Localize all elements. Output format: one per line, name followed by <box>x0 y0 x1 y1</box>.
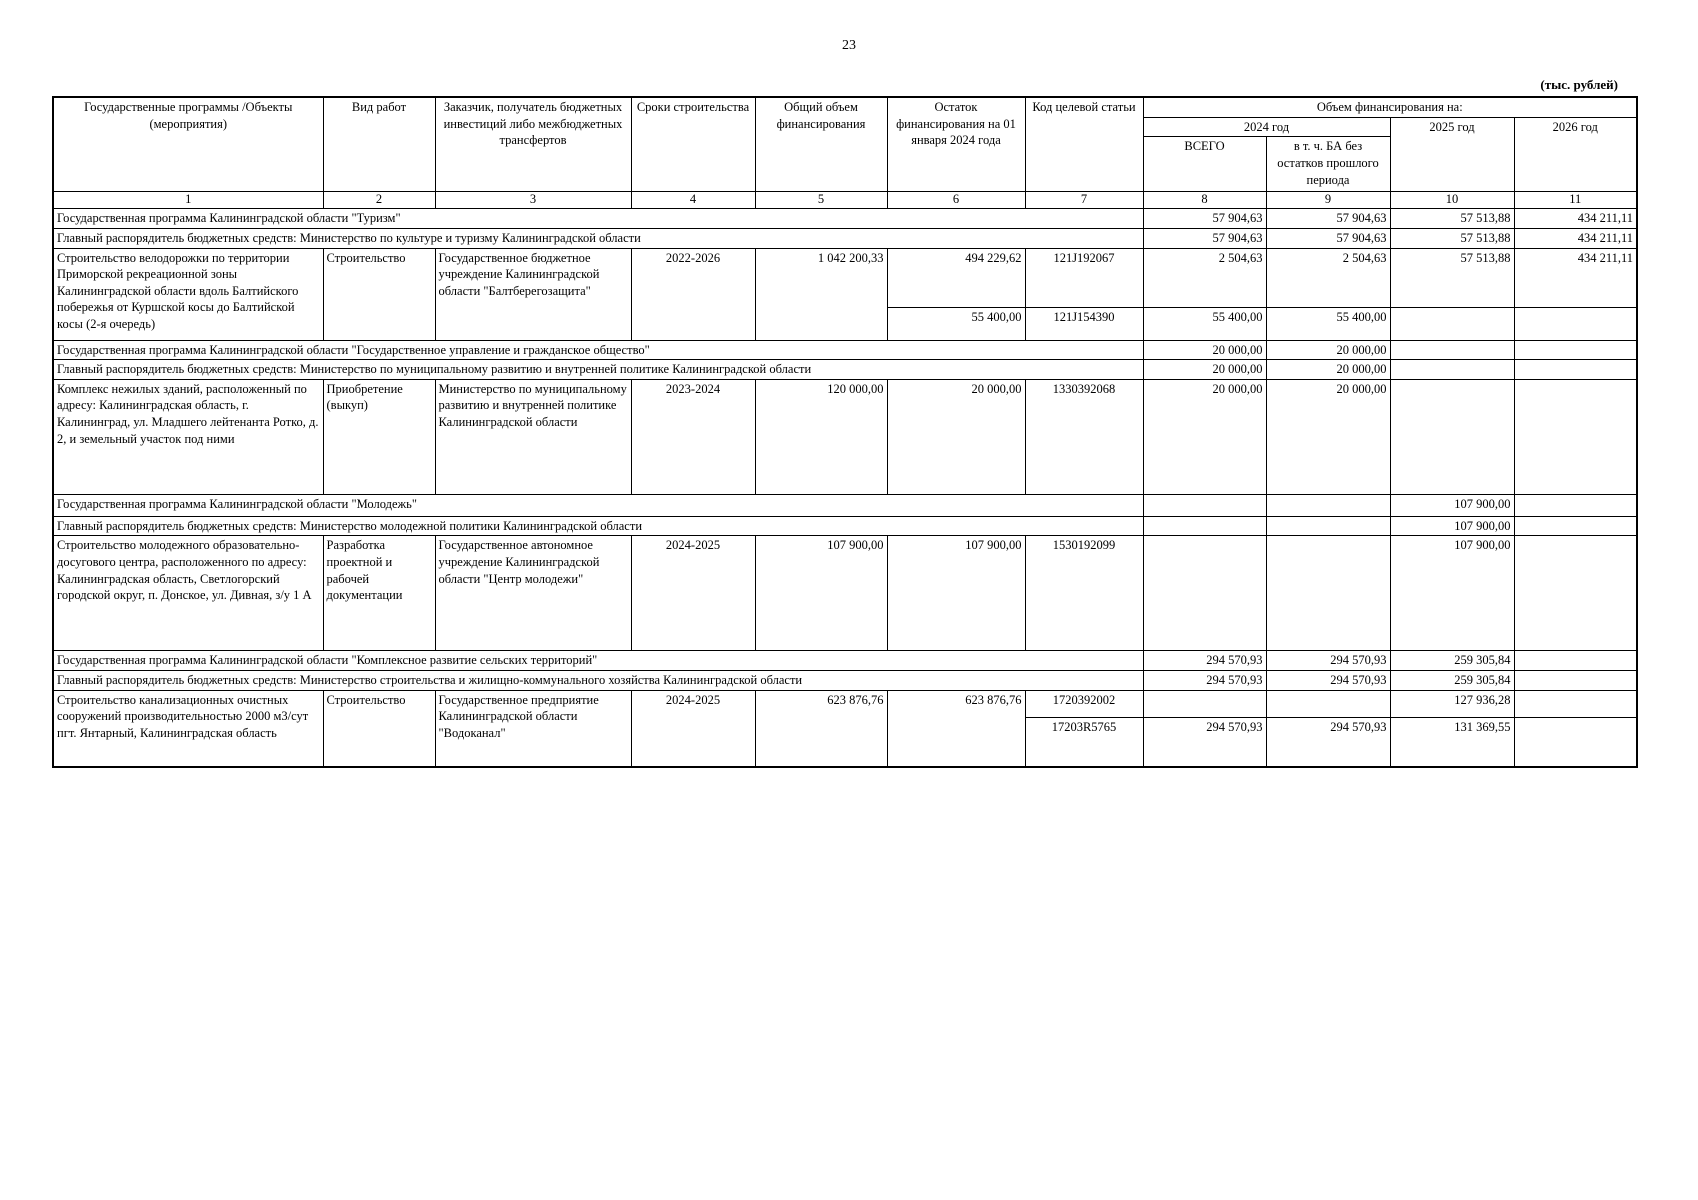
column-number: 1 <box>53 192 323 209</box>
program-2025: 107 900,00 <box>1390 494 1514 516</box>
column-number-row <box>53 192 1637 209</box>
header-2024: 2024 год <box>1143 117 1390 137</box>
object-2025: 57 513,88 <box>1390 248 1514 307</box>
header-incl-ba: в т. ч. БА без остатков прошлого периода <box>1266 137 1390 192</box>
object-2026: 434 211,11 <box>1514 248 1637 307</box>
object-ba-2024: 20 000,00 <box>1266 379 1390 494</box>
object-name: Комплекс нежилых зданий, расположенный по адресу: Калининградская область, г. Калининград, ул. Младшего лейтенанта Ротко, д. 2, и земельный участок под ними <box>53 379 323 494</box>
object-2025 <box>1390 379 1514 494</box>
distributor-2025 <box>1390 360 1514 380</box>
column-number: 8 <box>1143 192 1266 209</box>
object-ba-2024: 2 504,63 <box>1266 248 1390 307</box>
object-terms: 2022-2026 <box>631 248 755 340</box>
object-balance: 20 000,00 <box>887 379 1025 494</box>
header-2026: 2026 год <box>1514 117 1637 192</box>
object-2026 <box>1514 690 1637 717</box>
distributor-title: Главный распорядитель бюджетных средств: Министерство строительства и жилищно-коммунального хозяйства Калининградской области <box>53 671 1143 691</box>
column-number: 9 <box>1266 192 1390 209</box>
object-code: 1720392002 <box>1025 690 1143 717</box>
object-balance: 55 400,00 <box>887 307 1025 340</box>
distributor-row-rural <box>53 671 1637 691</box>
object-total-2024: 55 400,00 <box>1143 307 1266 340</box>
column-number: 4 <box>631 192 755 209</box>
program-2025: 259 305,84 <box>1390 651 1514 671</box>
object-work-type: Разработка проектной и рабочей документации <box>323 536 435 651</box>
program-ba-2024: 20 000,00 <box>1266 340 1390 360</box>
distributor-ba-2024: 57 904,63 <box>1266 228 1390 248</box>
object-2025: 131 369,55 <box>1390 717 1514 767</box>
program-2025: 57 513,88 <box>1390 209 1514 229</box>
object-name: Строительство велодорожки по территории Приморской рекреационной зоны Калининградской области вдоль Балтийского побережья от Куршской косы до Балтийской косы (2-я очередь) <box>53 248 323 340</box>
program-ba-2024: 57 904,63 <box>1266 209 1390 229</box>
object-customer: Государственное бюджетное учреждение Калининградской области "Балтберегозащита" <box>435 248 631 340</box>
distributor-2026 <box>1514 671 1637 691</box>
object-code: 17203R5765 <box>1025 717 1143 767</box>
object-total-2024: 2 504,63 <box>1143 248 1266 307</box>
object-total: 120 000,00 <box>755 379 887 494</box>
object-total-2024 <box>1143 536 1266 651</box>
distributor-2025: 107 900,00 <box>1390 516 1514 536</box>
program-title: Государственная программа Калининградской области "Государственное управление и гражданское общество" <box>53 340 1143 360</box>
object-row-tourism-1 <box>53 248 1637 307</box>
object-total-2024: 294 570,93 <box>1143 717 1266 767</box>
object-balance: 107 900,00 <box>887 536 1025 651</box>
distributor-2026 <box>1514 516 1637 536</box>
header-terms: Сроки строительства <box>631 97 755 192</box>
program-total-2024: 294 570,93 <box>1143 651 1266 671</box>
program-total-2024 <box>1143 494 1266 516</box>
object-2025: 127 936,28 <box>1390 690 1514 717</box>
program-total-2024: 20 000,00 <box>1143 340 1266 360</box>
object-code: 1530192099 <box>1025 536 1143 651</box>
column-number: 2 <box>323 192 435 209</box>
object-ba-2024 <box>1266 536 1390 651</box>
header-work-type: Вид работ <box>323 97 435 192</box>
object-ba-2024: 294 570,93 <box>1266 717 1390 767</box>
object-terms: 2024-2025 <box>631 690 755 767</box>
object-total: 107 900,00 <box>755 536 887 651</box>
distributor-title: Главный распорядитель бюджетных средств: Министерство по муниципальному развитию и внутренней политике Калининградской области <box>53 360 1143 380</box>
program-2026: 434 211,11 <box>1514 209 1637 229</box>
distributor-2026 <box>1514 360 1637 380</box>
object-name: Строительство канализационных очистных сооружений производительностью 2000 м3/сут пгт. Янтарный, Калининградская область <box>53 690 323 767</box>
distributor-row-governance <box>53 360 1637 380</box>
page-number: 23 <box>842 38 856 53</box>
column-number: 10 <box>1390 192 1514 209</box>
distributor-total-2024: 294 570,93 <box>1143 671 1266 691</box>
object-2026 <box>1514 379 1637 494</box>
object-balance: 494 229,62 <box>887 248 1025 307</box>
object-balance: 623 876,76 <box>887 690 1025 767</box>
program-row-youth <box>53 494 1637 516</box>
header-code: Код целевой статьи <box>1025 97 1143 192</box>
object-total: 623 876,76 <box>755 690 887 767</box>
object-code: 121J154390 <box>1025 307 1143 340</box>
object-customer: Государственное предприятие Калининградской области "Водоканал" <box>435 690 631 767</box>
column-number: 6 <box>887 192 1025 209</box>
header-total-all: ВСЕГО <box>1143 137 1266 192</box>
object-2025: 107 900,00 <box>1390 536 1514 651</box>
distributor-row-tourism <box>53 228 1637 248</box>
program-2026 <box>1514 494 1637 516</box>
object-total: 1 042 200,33 <box>755 248 887 340</box>
distributor-ba-2024 <box>1266 516 1390 536</box>
object-ba-2024: 55 400,00 <box>1266 307 1390 340</box>
distributor-ba-2024: 294 570,93 <box>1266 671 1390 691</box>
distributor-title: Главный распорядитель бюджетных средств: Министерство по культуре и туризму Калининградской области <box>53 228 1143 248</box>
financing-table <box>52 96 1638 768</box>
program-title: Государственная программа Калининградской области "Туризм" <box>53 209 1143 229</box>
object-terms: 2024-2025 <box>631 536 755 651</box>
object-customer: Государственное автономное учреждение Калининградской области "Центр молодежи" <box>435 536 631 651</box>
distributor-2025: 259 305,84 <box>1390 671 1514 691</box>
program-2025 <box>1390 340 1514 360</box>
header-customer: Заказчик, получатель бюджетных инвестиций либо межбюджетных трансфертов <box>435 97 631 192</box>
program-2026 <box>1514 340 1637 360</box>
program-title: Государственная программа Калининградской области "Молодежь" <box>53 494 1143 516</box>
object-work-type: Строительство <box>323 690 435 767</box>
object-code: 1330392068 <box>1025 379 1143 494</box>
header-2025: 2025 год <box>1390 117 1514 192</box>
distributor-2026: 434 211,11 <box>1514 228 1637 248</box>
header-funding: Объем финансирования на: <box>1143 97 1637 117</box>
distributor-total-2024 <box>1143 516 1266 536</box>
object-code: 121J192067 <box>1025 248 1143 307</box>
object-total-2024: 20 000,00 <box>1143 379 1266 494</box>
object-work-type: Приобретение (выкуп) <box>323 379 435 494</box>
object-2026 <box>1514 717 1637 767</box>
distributor-row-youth <box>53 516 1637 536</box>
column-number: 7 <box>1025 192 1143 209</box>
distributor-total-2024: 57 904,63 <box>1143 228 1266 248</box>
header-row-1 <box>53 97 1637 117</box>
object-2026 <box>1514 307 1637 340</box>
program-ba-2024 <box>1266 494 1390 516</box>
distributor-ba-2024: 20 000,00 <box>1266 360 1390 380</box>
object-row-governance <box>53 379 1637 494</box>
column-number: 11 <box>1514 192 1637 209</box>
column-number: 3 <box>435 192 631 209</box>
program-title: Государственная программа Калининградской области "Комплексное развитие сельских территорий" <box>53 651 1143 671</box>
object-2025 <box>1390 307 1514 340</box>
program-ba-2024: 294 570,93 <box>1266 651 1390 671</box>
units-note: (тыс. рублей) <box>1540 77 1618 92</box>
distributor-2025: 57 513,88 <box>1390 228 1514 248</box>
object-row-rural-1 <box>53 690 1637 717</box>
object-work-type: Строительство <box>323 248 435 340</box>
object-customer: Министерство по муниципальному развитию и внутренней политике Калининградской области <box>435 379 631 494</box>
program-row-tourism <box>53 209 1637 229</box>
header-programs: Государственные программы /Объекты (мероприятия) <box>53 97 323 192</box>
program-row-rural <box>53 651 1637 671</box>
object-name: Строительство молодежного образовательно-досугового центра, расположенного по адресу: Калининградская область, Светлогорский городской округ, п. Донское, ул. Дивная, з/у 1 А <box>53 536 323 651</box>
program-row-governance <box>53 340 1637 360</box>
distributor-total-2024: 20 000,00 <box>1143 360 1266 380</box>
distributor-title: Главный распорядитель бюджетных средств: Министерство молодежной политики Калининградской области <box>53 516 1143 536</box>
object-row-youth <box>53 536 1637 651</box>
header-balance: Остаток финансирования на 01 января 2024 года <box>887 97 1025 192</box>
header-total: Общий объем финансирования <box>755 97 887 192</box>
program-total-2024: 57 904,63 <box>1143 209 1266 229</box>
object-ba-2024 <box>1266 690 1390 717</box>
object-total-2024 <box>1143 690 1266 717</box>
program-2026 <box>1514 651 1637 671</box>
column-number: 5 <box>755 192 887 209</box>
object-2026 <box>1514 536 1637 651</box>
object-terms: 2023-2024 <box>631 379 755 494</box>
